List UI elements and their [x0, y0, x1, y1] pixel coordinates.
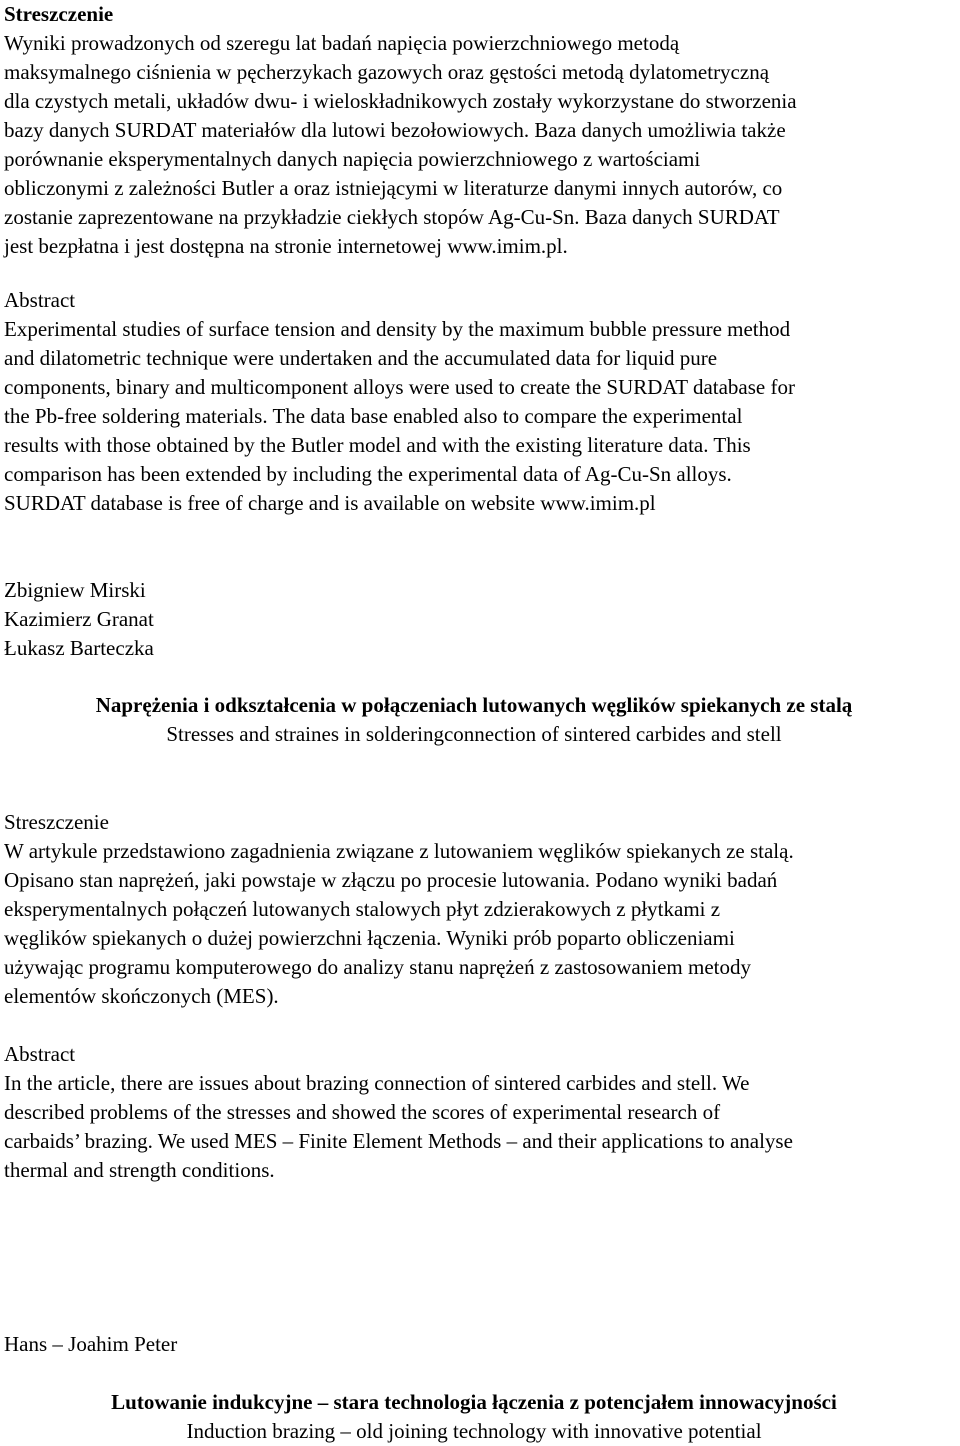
paragraph-line: dla czystych metali, układów dwu- i wieloskładnikowych zostały wykorzystane do stworzenia: [4, 89, 797, 113]
paragraph-line: obliczonymi z zależności Butler a oraz istniejącymi w literaturze danymi innych autorów, co: [4, 176, 783, 200]
abstract-polish-1: [4, 0, 797, 261]
title-polish: Naprężenia i odkształcenia w połączeniach lutowanych węglików spiekanych ze stalą: [95, 693, 853, 717]
paragraph-line: described problems of the stresses and showed the scores of experimental research of: [4, 1100, 721, 1124]
section-heading: Abstract: [4, 1042, 76, 1066]
paragraph-line: SURDAT database is free of charge and is available on website www.imim.pl: [4, 491, 656, 515]
paragraph-line: jest bezpłatna i jest dostępna na stronie internetowej www.imim.pl.: [4, 234, 568, 258]
paragraph-line: the Pb-free soldering materials. The data base enabled also to compare the experimental: [4, 404, 743, 428]
paragraph-line: Experimental studies of surface tension and density by the maximum bubble pressure method: [4, 317, 791, 341]
paragraph-line: and dilatometric technique were undertaken and the accumulated data for liquid pure: [4, 346, 718, 370]
abstract-english-1: [4, 286, 795, 518]
paragraph-line: maksymalnego ciśnienia w pęcherzykach gazowych oraz gęstości metodą dylatometryczną: [4, 60, 770, 84]
abstract-english-2: [4, 1040, 793, 1185]
paragraph-line: components, binary and multicomponent alloys were used to create the SURDAT database for: [4, 375, 795, 399]
article-title: [4, 691, 944, 749]
section-heading: Streszczenie: [4, 810, 109, 834]
author-list: [4, 576, 154, 663]
author-name: Zbigniew Mirski: [4, 578, 146, 602]
paragraph-line: zostanie zaprezentowane na przykładzie ciekłych stopów Ag-Cu-Sn. Baza danych SURDAT: [4, 205, 780, 229]
section-heading: Streszczenie: [4, 2, 114, 26]
paragraph-line: używając programu komputerowego do analizy stanu naprężeń z zastosowaniem metody: [4, 955, 751, 979]
paragraph-line: bazy danych SURDAT materiałów dla lutowi bezołowiowych. Baza danych umożliwia także: [4, 118, 786, 142]
section-heading: Abstract: [4, 288, 76, 312]
title-polish: Lutowanie indukcyjne – stara technologia łączenia z potencjałem innowacyjności: [111, 1390, 837, 1414]
title-english: Induction brazing – old joining technology with innovative potential: [186, 1419, 762, 1443]
abstract-polish-2: [4, 808, 794, 1011]
title-english: Stresses and straines in solderingconnection of sintered carbides and stell: [166, 722, 782, 746]
paragraph-line: Wyniki prowadzonych od szeregu lat badań napięcia powierzchniowego metodą: [4, 31, 680, 55]
author-name: Łukasz Barteczka: [4, 636, 154, 660]
paragraph-line: porównanie eksperymentalnych danych napięcia powierzchniowego z wartościami: [4, 147, 701, 171]
author-name: Hans – Joahim Peter: [4, 1332, 178, 1356]
paragraph-line: thermal and strength conditions.: [4, 1158, 275, 1182]
article-title: [4, 1388, 944, 1446]
paragraph-line: węglików spiekanych o dużej powierzchni łączenia. Wyniki prób poparto obliczeniami: [4, 926, 735, 950]
paragraph-line: In the article, there are issues about brazing connection of sintered carbides and stell. We: [4, 1071, 750, 1095]
author-name: Kazimierz Granat: [4, 607, 154, 631]
paragraph-line: results with those obtained by the Butler model and with the existing literature data. This: [4, 433, 751, 457]
paragraph-line: eksperymentalnych połączeń lutowanych stalowych płyt zdzierakowych z płytkami z: [4, 897, 721, 921]
paragraph-line: carbaids’ brazing. We used MES – Finite Element Methods – and their applications to analyse: [4, 1129, 793, 1153]
author-list: [4, 1330, 177, 1359]
paragraph-line: comparison has been extended by including the experimental data of Ag-Cu-Sn alloys.: [4, 462, 732, 486]
paragraph-line: Opisano stan naprężeń, jaki powstaje w złączu po procesie lutowania. Podano wyniki badań: [4, 868, 778, 892]
paragraph-line: W artykule przedstawiono zagadnienia związane z lutowaniem węglików spiekanych ze stalą.: [4, 839, 794, 863]
paragraph-line: elementów skończonych (MES).: [4, 984, 279, 1008]
